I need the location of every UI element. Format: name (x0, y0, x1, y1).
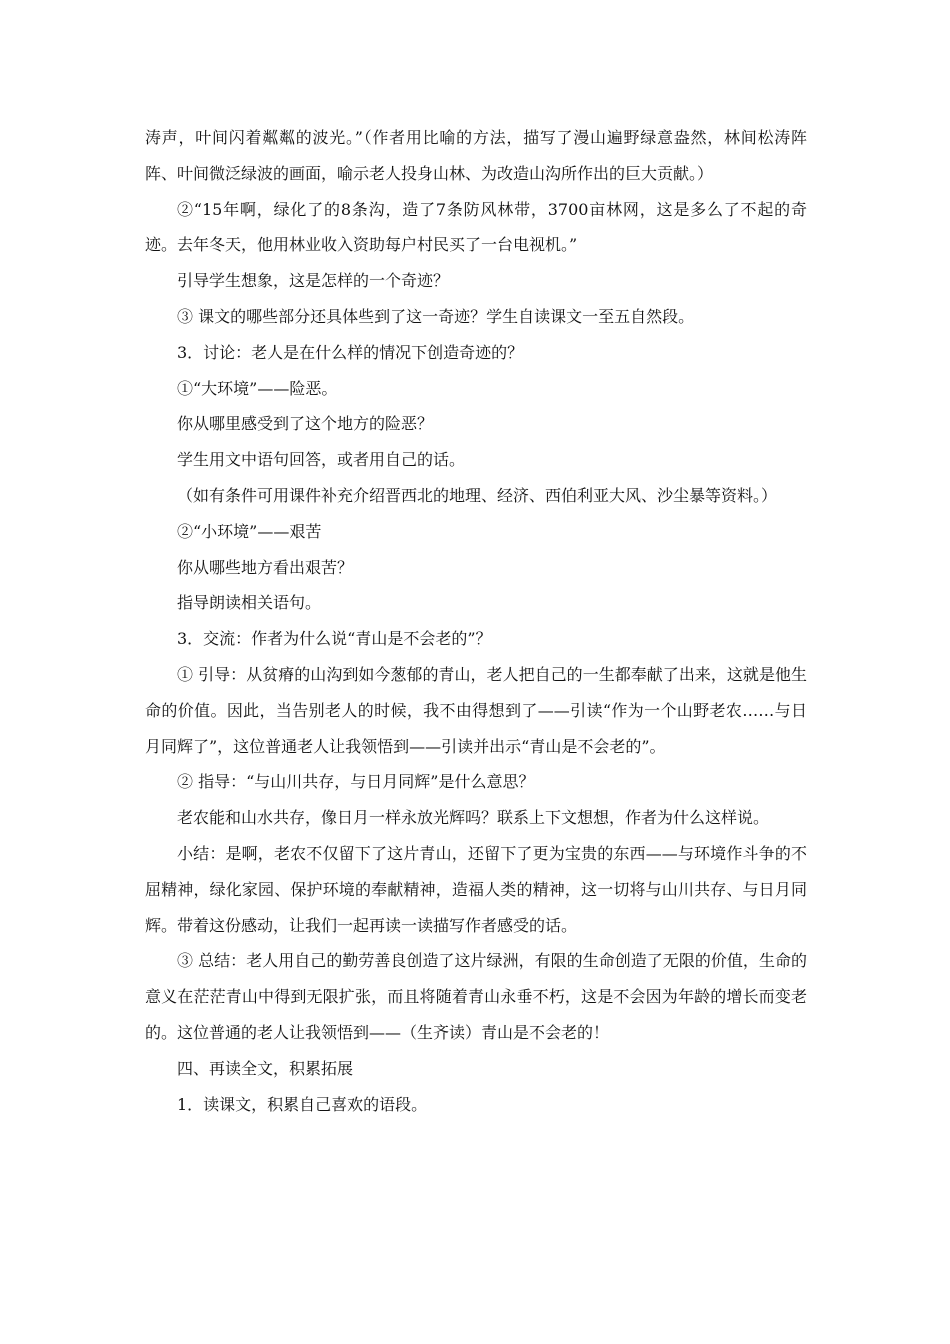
paragraph-instruction: ② 指导：“与山川共存，与日月同辉”是什么意思？ (177, 772, 535, 792)
paragraph-summary: 小结：是啊，老农不仅留下了这片青山，还留下了更为宝贵的东西——与环境作斗争的不屈精神，绿化家园、保护环境的奉献精神，造福人类的精神，这一切将与山川共存、与日月同辉。带着这份感动，让我们一起再读一读描写作者感受的话。 (145, 843, 807, 935)
paragraph-big-environment: ①“大环境”——险恶。 (177, 378, 338, 398)
paragraph-discussion-heading: 3．讨论：老人是在什么样的情况下创造奇迹的？ (177, 342, 524, 362)
paragraph-exchange-heading: 3．交流：作者为什么说“青山是不会老的”？ (177, 629, 492, 649)
paragraph-guidance: ① 引导：从贫瘠的山沟到如今葱郁的青山，老人把自己的一生都奉献了出来，这就是他生命的价值。因此，当告别老人的时候，我不由得想到了——引读“作为一个山野老农……与日月同辉了”，这位普通老人让我领悟到——引读并出示“青山是不会老的”。 (145, 664, 807, 756)
document-body (145, 120, 807, 1122)
paragraph-miracle-quote: ②“15年啊，绿化了的8条沟，造了7条防风林带，3700亩林网，这是多么了不起的奇迹。去年冬天，他用林业收入资助每户村民买了一台电视机。” (145, 199, 807, 255)
paragraph-metaphor-note: 涛声，叶间闪着粼粼的波光。”（作者用比喻的方法，描写了漫山遍野绿意盎然，林间松涛阵阵、叶间微泛绿波的画面，喻示老人投身山林、为改造山沟所作出的巨大贡献。） (145, 128, 807, 183)
paragraph-conclusion: ③ 总结：老人用自己的勤劳善良创造了这片绿洲，有限的生命创造了无限的价值，生命的意义在茫茫青山中得到无限扩张，而且将随着青山永垂不朽，这是不会因为年龄的增长而变老的。这位普通的老人让我领悟到——（生齐读）青山是不会老的！ (145, 951, 807, 1042)
paragraph-reading-guide: 指导朗读相关语句。 (177, 593, 322, 613)
paragraph-courseware-note: （如有条件可用课件补充介绍晋西北的地理、经济、西伯利亚大风、沙尘暴等资料。） (177, 485, 778, 505)
paragraph-imagine-prompt: 引导学生想象，这是怎样的一个奇迹？ (177, 271, 450, 291)
paragraph-accumulate: 1．读课文，积累自己喜欢的语段。 (177, 1094, 428, 1114)
paragraph-see-hardship: 你从哪些地方看出艰苦？ (177, 557, 354, 577)
paragraph-feel-danger: 你从哪里感受到了这个地方的险恶？ (177, 414, 434, 434)
paragraph-small-environment: ②“小环境”——艰苦 (177, 521, 322, 541)
paragraph-student-answer: 学生用文中语句回答，或者用自己的话。 (177, 450, 466, 470)
paragraph-context-question: 老农能和山水共存，像日月一样永放光辉吗？联系上下文想想，作者为什么这样说。 (177, 808, 770, 828)
section-heading-reread: 四、再读全文，积累拓展 (177, 1058, 354, 1078)
paragraph-self-read: ③ 课文的哪些部分还具体些到了这一奇迹？学生自读课文一至五自然段。 (177, 306, 695, 326)
